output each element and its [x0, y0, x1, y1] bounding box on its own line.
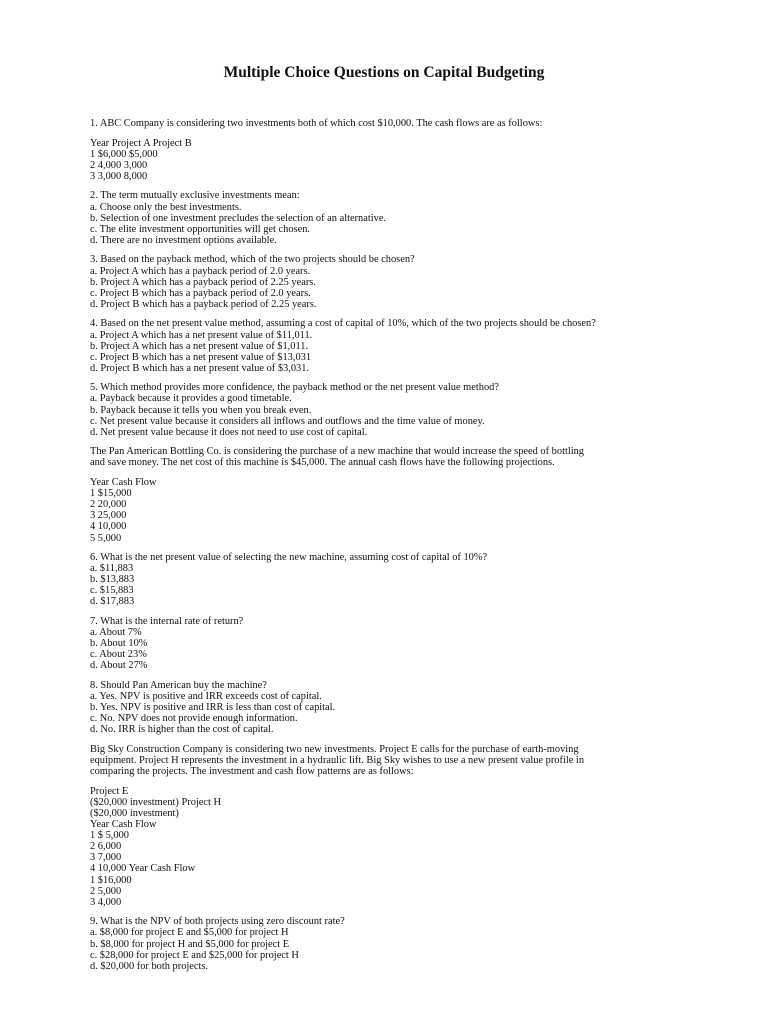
block-pan-intro	[90, 446, 690, 468]
question-text: 3. Based on the payback method, which of the two projects should be chosen?	[90, 254, 415, 266]
answer-option: c. Net present value because it considers all inflows and outflows and the time value of money.	[90, 415, 485, 427]
answer-option: c. Project B which has a net present value of $13,031	[90, 351, 312, 363]
table-line: 1 $16,000	[90, 874, 132, 886]
table-line: 4 10,000	[90, 521, 127, 533]
table-line: Year Cash Flow	[90, 477, 157, 489]
block-table-eh	[90, 786, 690, 908]
question-text: 5. Which method provides more confidence, the payback method or the net present value method?	[90, 382, 499, 394]
answer-option: b. Project A which has a payback period of 2.25 years.	[90, 276, 316, 288]
answer-option: c. $28,000 for project E and $25,000 for project H	[90, 949, 299, 961]
answer-option: b. $8,000 for project H and $5,000 for project E	[90, 938, 290, 950]
paragraph-line: comparing the projects. The investment and cash flow patterns are as follows:	[90, 766, 414, 778]
table-line: 3 7,000	[90, 852, 122, 864]
table-line: Year Cash Flow	[90, 819, 157, 831]
table-line: 1 $15,000	[90, 488, 132, 500]
table-line: 5 5,000	[90, 532, 122, 544]
answer-option: b. Payback because it tells you when you break even.	[90, 404, 312, 416]
answer-option: b. Project A which has a net present value of $1,011.	[90, 340, 309, 352]
question-text: 6. What is the net present value of selecting the new machine, assuming cost of capital of 10%?	[90, 552, 488, 564]
block-table-ab	[90, 138, 690, 182]
answer-option: d. $20,000 for both projects.	[90, 960, 209, 972]
table-line: 2 5,000	[90, 885, 122, 897]
table-line: 2 20,000	[90, 499, 127, 511]
block-q4	[90, 318, 690, 373]
answer-option: a. Choose only the best investments.	[90, 201, 242, 213]
answer-option: a. Project A which has a payback period of 2.0 years.	[90, 265, 311, 277]
answer-option: d. Project B which has a payback period of 2.25 years.	[90, 298, 317, 310]
table-line: 1 $6,000 $5,000	[90, 148, 158, 160]
question-text: 8. Should Pan American buy the machine?	[90, 680, 267, 692]
answer-option: b. Yes. NPV is positive and IRR is less than cost of capital.	[90, 702, 336, 714]
answer-option: a. Payback because it provides a good timetable.	[90, 393, 292, 405]
answer-option: a. $8,000 for project E and $5,000 for project H	[90, 927, 289, 939]
answer-option: d. Net present value because it does not need to use cost of capital.	[90, 426, 368, 438]
table-line: 3 3,000 8,000	[90, 170, 148, 182]
answer-option: c. No. NPV does not provide enough information.	[90, 713, 298, 725]
table-line: 2 4,000 3,000	[90, 159, 148, 171]
answer-option: c. About 23%	[90, 649, 147, 661]
table-line: 1 $ 5,000	[90, 830, 129, 842]
table-line: 3 25,000	[90, 510, 127, 522]
answer-option: c. The elite investment opportunities will get chosen.	[90, 223, 310, 235]
answer-option: a. $11,883	[90, 563, 134, 575]
block-q8	[90, 680, 690, 735]
table-line: 2 6,000	[90, 841, 122, 853]
answer-option: d. Project B which has a net present value of $3,031.	[90, 362, 310, 374]
block-q5	[90, 382, 690, 437]
table-line: 3 4,000	[90, 896, 122, 908]
document-body	[90, 118, 690, 980]
answer-option: d. $17,883	[90, 596, 135, 608]
table-line: Year Project A Project B	[90, 137, 192, 149]
question-text: 4. Based on the net present value method, assuming a cost of capital of 10%, which of the two projects should be chosen?	[90, 318, 596, 330]
block-q6	[90, 552, 690, 607]
table-line: 4 10,000 Year Cash Flow	[90, 863, 196, 875]
answer-option: b. About 10%	[90, 638, 148, 650]
answer-option: c. Project B which has a payback period of 2.0 years.	[90, 287, 311, 299]
paragraph-line: equipment. Project H represents the investment in a hydraulic lift. Big Sky wishes to use a new present value profile in	[90, 755, 585, 767]
answer-option: d. No. IRR is higher than the cost of capital.	[90, 724, 274, 736]
answer-option: a. Project A which has a net present value of $11,011.	[90, 329, 313, 341]
answer-option: d. There are no investment options available.	[90, 234, 277, 246]
paragraph-line: The Pan American Bottling Co. is considering the purchase of a new machine that would increase the speed of bottling	[90, 446, 585, 458]
table-line: ($20,000 investment) Project H	[90, 796, 222, 808]
table-line: Project E	[90, 785, 129, 797]
paragraph-line: Big Sky Construction Company is considering two new investments. Project E calls for the purchase of earth-moving	[90, 744, 579, 755]
block-bigsky-intro	[90, 744, 690, 777]
block-q9	[90, 916, 690, 971]
block-q3	[90, 254, 690, 309]
table-line: ($20,000 investment)	[90, 807, 179, 819]
question-text: 1. ABC Company is considering two investments both of which cost $10,000. The cash flows are as follows:	[90, 118, 543, 129]
block-q1	[90, 118, 690, 129]
answer-option: d. About 27%	[90, 660, 148, 672]
block-q7	[90, 616, 690, 671]
page-title: Multiple Choice Questions on Capital Budgeting	[223, 64, 545, 81]
question-text: 9. What is the NPV of both projects using zero discount rate?	[90, 916, 345, 928]
question-text: 7. What is the internal rate of return?	[90, 616, 244, 628]
answer-option: c. $15,883	[90, 585, 134, 597]
block-table-pan	[90, 477, 690, 544]
block-q2	[90, 190, 690, 245]
paragraph-line: and save money. The net cost of this machine is $45,000. The annual cash flows have the following projections.	[90, 457, 555, 469]
question-text: 2. The term mutually exclusive investments mean:	[90, 190, 300, 202]
answer-option: a. Yes. NPV is positive and IRR exceeds cost of capital.	[90, 691, 322, 703]
answer-option: b. Selection of one investment precludes the selection of an alternative.	[90, 212, 387, 224]
answer-option: b. $13,883	[90, 574, 135, 586]
answer-option: a. About 7%	[90, 627, 142, 639]
